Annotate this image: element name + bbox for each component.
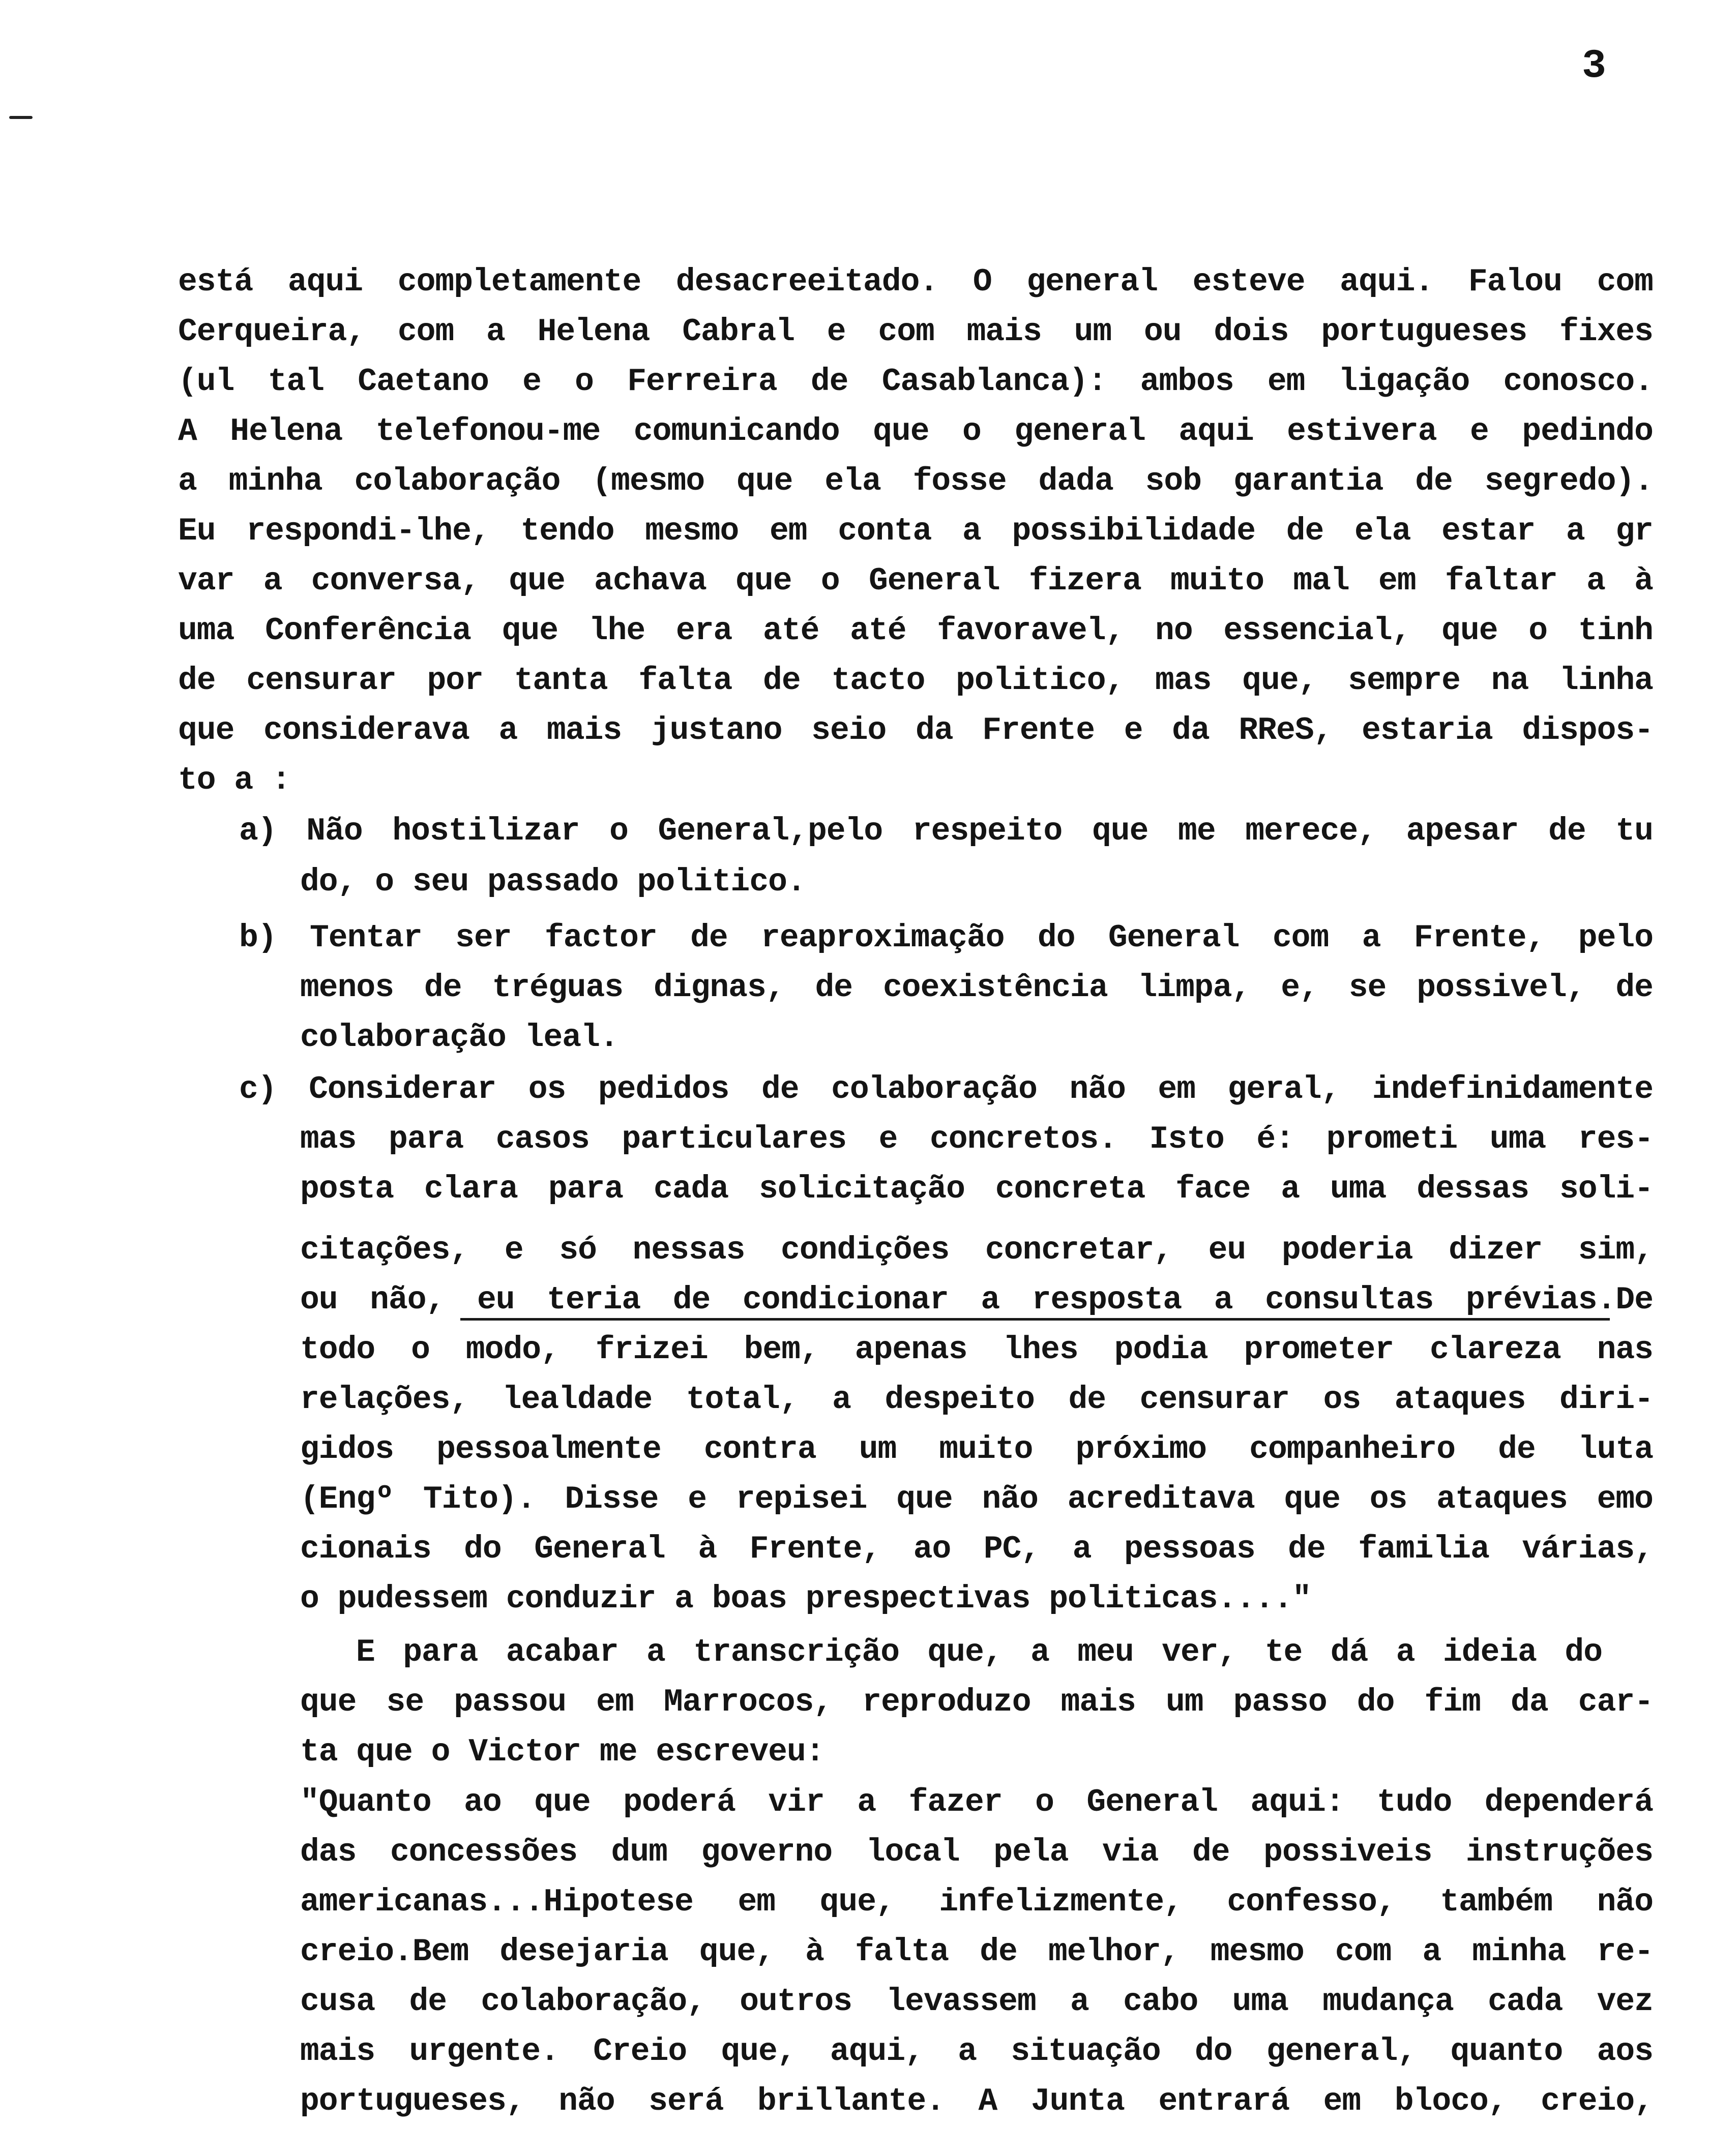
text-line: var a conversa, que achava que o General fizera muito mal em faltar a à <box>178 563 1653 599</box>
paragraph-line: que se passou em Marrocos, reproduzo mais um passo do fim da car- <box>300 1684 1653 1720</box>
quote-line: das concessões dum governo local pela via de possiveis instruções <box>300 1834 1653 1870</box>
page-number: 3 <box>1582 43 1607 89</box>
text-line: Cerqueira, com a Helena Cabral e com mais um ou dois portugueses fixes <box>178 314 1653 350</box>
text-line: de censurar por tanta falta de tacto politico, mas que, sempre na linha <box>178 663 1653 699</box>
margin-mark <box>9 116 33 119</box>
list-item-c-continuation: o pudessem conduzir a boas prespectivas politicas...." <box>300 1581 1311 1617</box>
quote-line: portugueses, não será brillante. A Junta entrará em bloco, creio, <box>300 2083 1653 2119</box>
quote-line: creio.Bem desejaria que, à falta de melhor, mesmo com a minha re- <box>300 1934 1653 1970</box>
underline-mark <box>460 1318 1610 1321</box>
text-line: to a : <box>178 762 290 798</box>
list-item-c-continuation: ou não, eu teria de condicionar a resposta a consultas prévias.De <box>300 1282 1653 1318</box>
list-item-b-continuation: menos de tréguas dignas, de coexistência limpa, e, se possivel, de <box>300 970 1653 1006</box>
list-item-c-continuation: todo o modo, frizei bem, apenas lhes podia prometer clareza nas <box>300 1332 1653 1368</box>
text-line: a minha colaboração (mesmo que ela fosse dada sob garantia de segredo). <box>178 463 1653 499</box>
list-item-c-continuation: gidos pessoalmente contra um muito próximo companheiro de luta <box>300 1431 1653 1468</box>
list-item-b-continuation: colaboração leal. <box>300 1020 618 1056</box>
quote-line: americanas...Hipotese em que, infelizmente, confesso, também não <box>300 1884 1653 1920</box>
text-line: Eu respondi-lhe, tendo mesmo em conta a possibilidade de ela estar a gr <box>178 513 1653 549</box>
text-line: (ul tal Caetano e o Ferreira de Casablanca): ambos em ligação conosco. <box>178 364 1653 400</box>
text-line: que considerava a mais justano seio da Frente e da RReS, estaria dispos- <box>178 712 1653 748</box>
list-item-c-continuation: (Engº Tito). Disse e repisei que não acreditava que os ataques emo <box>300 1481 1653 1517</box>
list-item-c-continuation: citações, e só nessas condições concretar, eu poderia dizer sim, <box>300 1232 1653 1268</box>
paragraph-line: ta que o Victor me escreveu: <box>300 1734 824 1770</box>
text-line: está aqui completamente desacreeitado. O general esteve aqui. Falou com <box>178 264 1653 300</box>
list-item-b: b) Tentar ser factor de reaproximação do General com a Frente, pelo <box>239 920 1653 956</box>
list-item-c-continuation: posta clara para cada solicitação concreta face a uma dessas soli- <box>300 1171 1653 1207</box>
list-item-c-continuation: cionais do General à Frente, ao PC, a pessoas de familia várias, <box>300 1531 1653 1567</box>
quote-line: "Quanto ao que poderá vir a fazer o General aqui: tudo dependerá <box>300 1784 1653 1820</box>
quote-line: cusa de colaboração, outros levassem a cabo uma mudança cada vez <box>300 1984 1653 2020</box>
list-item-a-continuation: do, o seu passado politico. <box>300 864 806 900</box>
text-line: uma Conferência que lhe era até até favoravel, no essencial, que o tinh <box>178 613 1653 649</box>
list-item-a: a) Não hostilizar o General,pelo respeito que me merece, apesar de tu <box>239 813 1653 849</box>
list-item-c-continuation: mas para casos particulares e concretos. Isto é: prometi uma res- <box>300 1121 1653 1157</box>
list-item-c: c) Considerar os pedidos de colaboração não em geral, indefinidamente <box>239 1071 1653 1107</box>
paragraph-line: E para acabar a transcrição que, a meu ver, te dá a ideia do <box>356 1634 1602 1670</box>
quote-line: mais urgente. Creio que, aqui, a situação do general, quanto aos <box>300 2033 1653 2070</box>
text-line: A Helena telefonou-me comunicando que o general aqui estivera e pedindo <box>178 413 1653 450</box>
list-item-c-continuation: relações, lealdade total, a despeito de censurar os ataques diri- <box>300 1382 1653 1418</box>
